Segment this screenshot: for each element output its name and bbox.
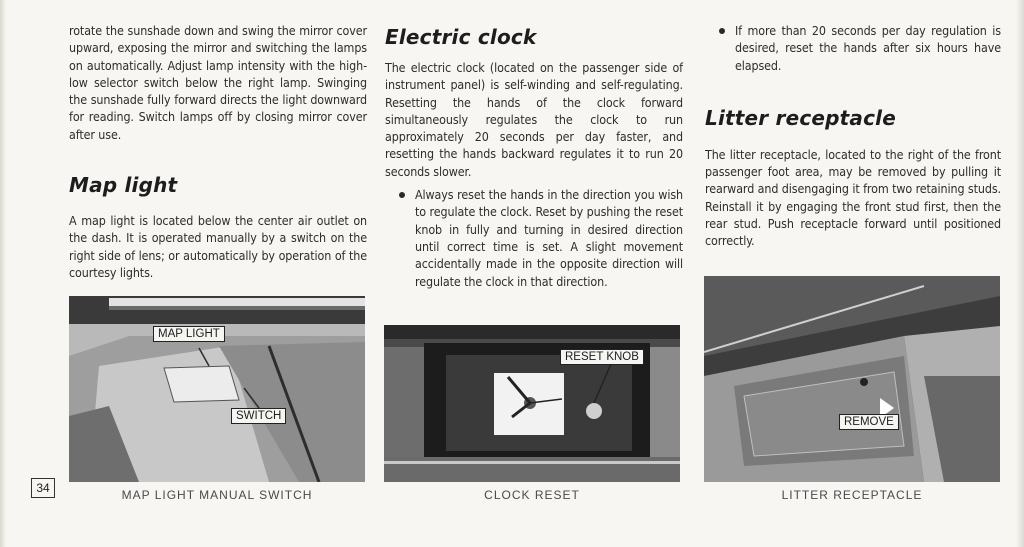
electric-clock-heading: Electric clock — [385, 25, 537, 49]
regulation-bullet-text: If more than 20 seconds per day regulation is desired, reset the hands after six hours have elapsed. — [735, 23, 1001, 73]
litter-receptacle-text: The litter receptacle, located to the right of the front passenger foot area, may be removed by pulling it rearward and disengaging it from two retaining studs. Reinstall it by engaging the front stud first, then the rear stud. Push receptacle forward until positioned correctly. — [705, 146, 1001, 249]
reset-knob-label: RESET KNOB — [560, 349, 644, 365]
litter-receptacle-heading: Litter receptacle — [705, 105, 897, 130]
map-light-label: MAP LIGHT — [153, 326, 225, 342]
map-light-illustration — [69, 296, 365, 482]
clock-bullet-list — [385, 186, 683, 290]
litter-receptacle-photo — [704, 276, 1000, 482]
page-number: 34 — [31, 478, 55, 498]
clock-photo — [384, 325, 680, 482]
map-light-text: A map light is located below the center air outlet on the dash. It is operated manually by a switch on the right side of lens; or automatically by operation of the courtesy lights. — [69, 213, 367, 280]
remove-label: REMOVE — [839, 414, 899, 430]
page-spine-shadow — [0, 0, 6, 547]
clock-regulation-bullet-list — [705, 22, 1001, 74]
regulation-bullet-item — [705, 22, 1001, 74]
clock-caption: CLOCK RESET — [484, 488, 580, 502]
vanity-mirror-text: rotate the sunshade down and swing the mirror cover upward, exposing the mirror and switching the lamps on automatically. Adjust lamp intensity with the high-low selector switch below the right lamp. Swinging the sunshade fully forward directs the light downward for reading. Switch lamps off by closing mirror cover after use. — [69, 23, 367, 142]
bullet-dot — [719, 28, 725, 34]
column-map-light — [69, 22, 367, 281]
map-light-photo — [69, 296, 365, 482]
page-edge-shadow — [1016, 0, 1024, 547]
column-litter-receptacle — [705, 22, 1001, 250]
column-electric-clock — [385, 22, 683, 290]
clock-bullet-item — [385, 186, 683, 290]
litter-receptacle-caption: LITTER RECEPTACLE — [781, 488, 923, 502]
bullet-dot — [399, 192, 405, 198]
litter-receptacle-illustration — [704, 276, 1000, 482]
electric-clock-text: The electric clock (located on the passenger side of instrument panel) is self-winding and self-regulating. Resetting the hands of the clock forward simultaneously regulates the clock to run approximately 20 seconds per day faster, and resetting the hands backward regulates it to run 20 seconds slower. — [385, 60, 683, 179]
map-light-caption: MAP LIGHT MANUAL SWITCH — [121, 488, 313, 502]
switch-label: SWITCH — [231, 408, 286, 424]
clock-bullet-text: Always reset the hands in the direction you wish to regulate the clock. Reset by pushing the reset knob in fully and turning in desired direction until correct time is set. A slight movement accidentally made in the opposite direction will regulate the clock in that direction. — [415, 187, 683, 289]
map-light-heading: Map light — [69, 173, 178, 198]
